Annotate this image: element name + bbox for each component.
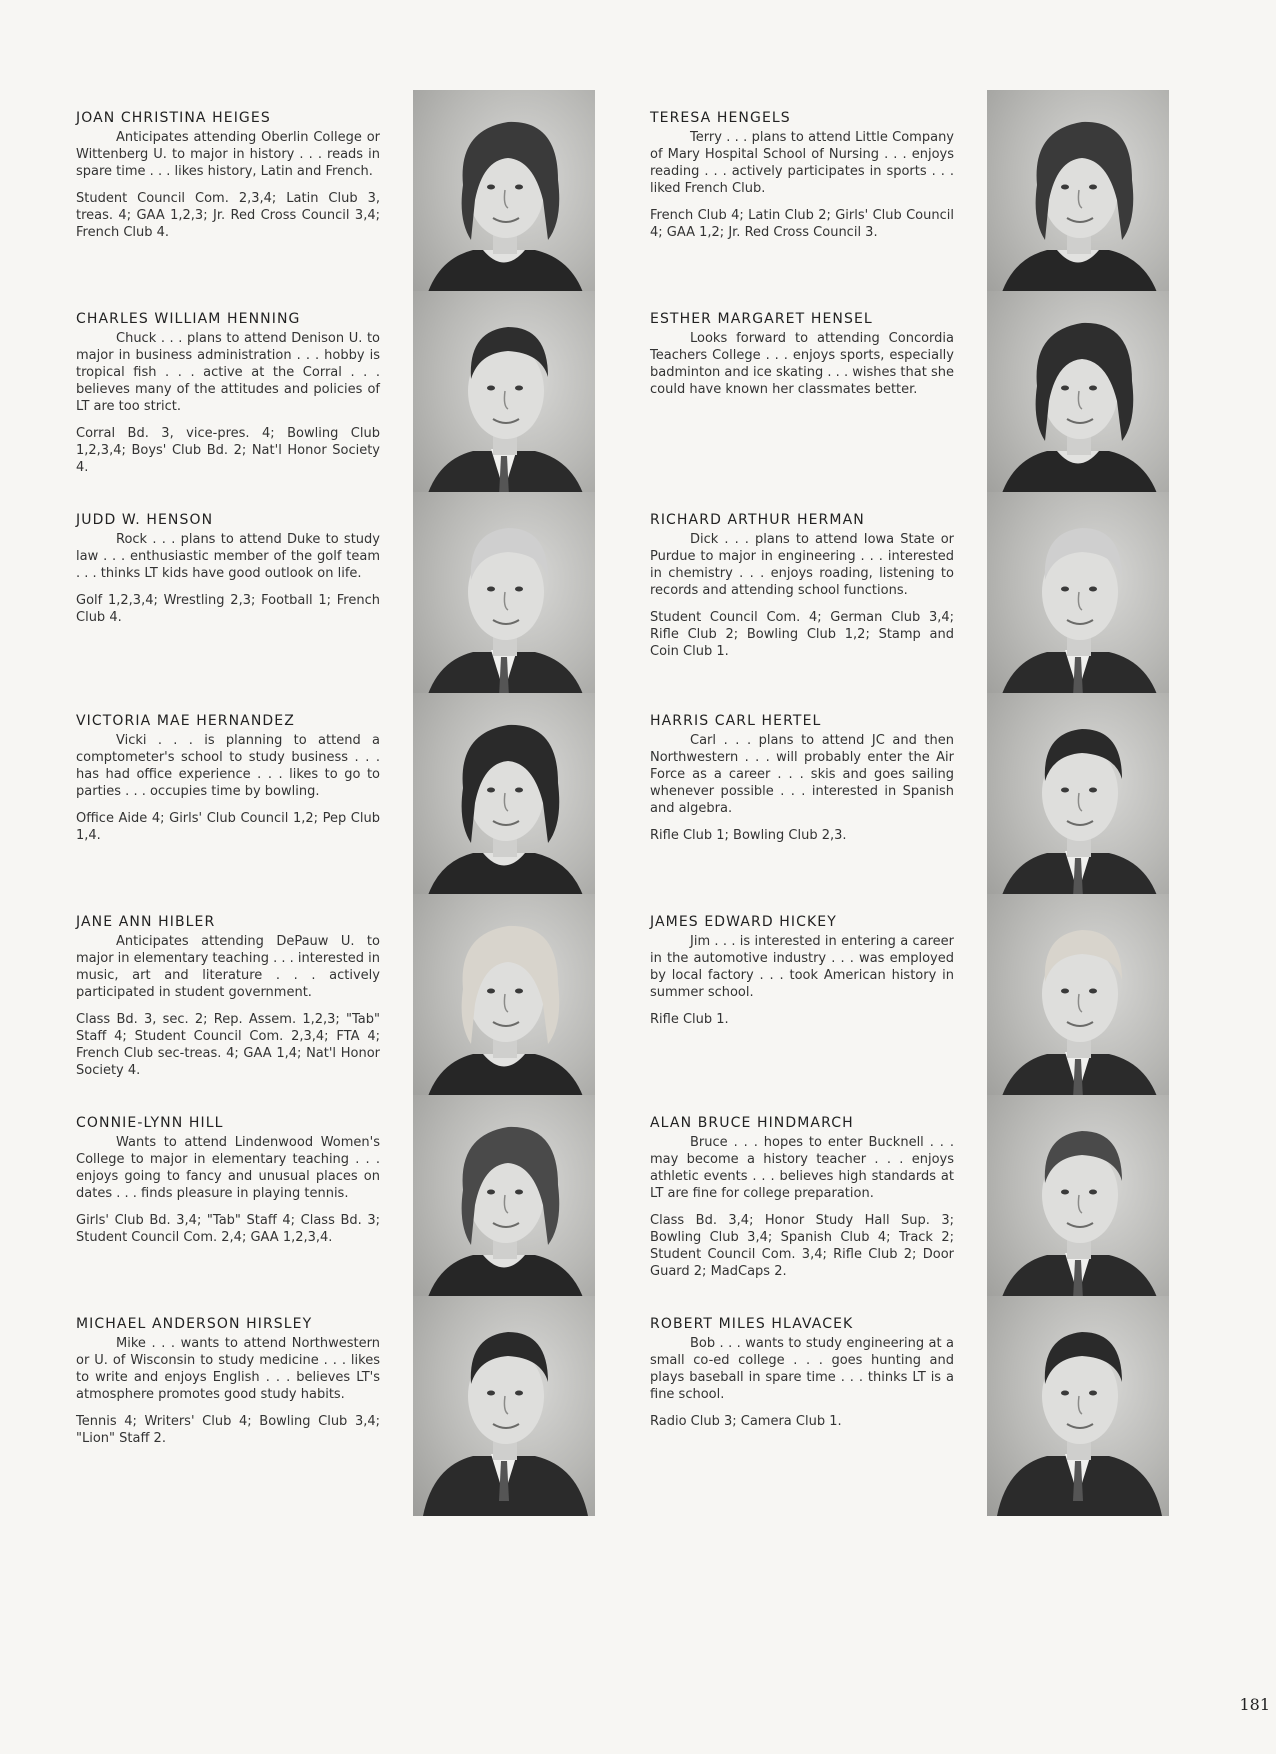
student-bio: Terry . . . plans to attend Little Company of Mary Hospital School of Nursing . . . enjoys reading . . . actively participates in sports . . . liked French Club. bbox=[650, 130, 954, 196]
student-entry bbox=[76, 1296, 606, 1518]
student-text-block bbox=[650, 512, 954, 660]
student-name: ESTHER MARGARET HENSEL bbox=[650, 311, 873, 327]
student-bio: Chuck . . . plans to attend Denison U. to major in business administration . . . hobby is tropical fish . . . active at the Corral . . . believes many of the attitudes and policies of LT are too strict. bbox=[76, 331, 380, 414]
student-portrait-photo bbox=[987, 894, 1169, 1114]
student-entry bbox=[650, 1296, 1180, 1518]
student-text-block bbox=[650, 914, 954, 1028]
student-text-block bbox=[76, 914, 380, 1079]
student-entry bbox=[76, 492, 606, 714]
student-bio: Carl . . . plans to attend JC and then Northwestern . . . will probably enter the Air Force as a career . . . skis and goes sailing whenever possible . . . interested in Spanish and algebra. bbox=[650, 733, 954, 816]
student-activities: Class Bd. 3,4; Honor Study Hall Sup. 3; Bowling Club 3,4; Spanish Club 4; Track 2; Student Council Com. 3,4; Rifle Club 2; Door Guard 2; MadCaps 2. bbox=[650, 1213, 954, 1279]
student-entry bbox=[650, 693, 1180, 915]
student-portrait-photo bbox=[413, 90, 595, 310]
student-activities: Radio Club 3; Camera Club 1. bbox=[650, 1414, 842, 1429]
student-portrait-photo bbox=[413, 894, 595, 1114]
student-name: CONNIE-LYNN HILL bbox=[76, 1115, 224, 1131]
student-portrait-photo bbox=[413, 693, 595, 913]
student-bio: Wants to attend Lindenwood Women's College to major in elementary teaching . . . enjoys going to fancy and unusual places on dates . . . finds pleasure in playing tennis. bbox=[76, 1135, 380, 1201]
student-portrait-photo bbox=[987, 90, 1169, 310]
student-text-block bbox=[650, 1115, 954, 1280]
student-activities: Rifle Club 1; Bowling Club 2,3. bbox=[650, 828, 847, 843]
student-activities: Tennis 4; Writers' Club 4; Bowling Club 3,4; "Lion" Staff 2. bbox=[76, 1414, 380, 1446]
student-activities: Rifle Club 1. bbox=[650, 1012, 729, 1027]
student-activities: French Club 4; Latin Club 2; Girls' Club Council 4; GAA 1,2; Jr. Red Cross Council 3. bbox=[650, 208, 954, 240]
student-portrait-photo bbox=[987, 291, 1169, 511]
student-entry bbox=[650, 492, 1180, 714]
student-entry bbox=[76, 90, 606, 312]
student-text-block bbox=[76, 110, 380, 241]
student-bio: Mike . . . wants to attend Northwestern or U. of Wisconsin to study medicine . . . likes to write and enjoys English . . . believes LT's atmosphere promotes good study habits. bbox=[76, 1336, 380, 1402]
student-name: JOAN CHRISTINA HEIGES bbox=[76, 110, 271, 126]
student-name: JAMES EDWARD HICKEY bbox=[650, 914, 837, 930]
student-entry bbox=[76, 1095, 606, 1317]
student-name: RICHARD ARTHUR HERMAN bbox=[650, 512, 865, 528]
student-name: JUDD W. HENSON bbox=[76, 512, 214, 528]
student-text-block bbox=[76, 512, 380, 626]
student-text-block bbox=[650, 311, 954, 408]
student-name: MICHAEL ANDERSON HIRSLEY bbox=[76, 1316, 313, 1332]
student-activities: Class Bd. 3, sec. 2; Rep. Assem. 1,2,3; "Tab" Staff 4; Student Council Com. 2,3,4; FTA 4; French Club sec-treas. 4; GAA 1,4; Nat'l Honor Society 4. bbox=[76, 1012, 380, 1078]
student-activities: Corral Bd. 3, vice-pres. 4; Bowling Club 1,2,3,4; Boys' Club Bd. 2; Nat'l Honor Society 4. bbox=[76, 426, 380, 475]
student-activities: Student Council Com. 4; German Club 3,4; Rifle Club 2; Bowling Club 1,2; Stamp and Coin Club 1. bbox=[650, 610, 954, 659]
student-entry bbox=[650, 90, 1180, 312]
student-portrait-photo bbox=[987, 1095, 1169, 1315]
student-activities: Girls' Club Bd. 3,4; "Tab" Staff 4; Class Bd. 3; Student Council Com. 2,4; GAA 1,2,3,4. bbox=[76, 1213, 380, 1245]
page-number: 181 bbox=[1239, 1695, 1270, 1714]
student-text-block bbox=[76, 1115, 380, 1246]
student-bio: Rock . . . plans to attend Duke to study law . . . enthusiastic member of the golf team . . . thinks LT kids have good outlook on life. bbox=[76, 532, 380, 581]
student-name: ROBERT MILES HLAVACEK bbox=[650, 1316, 854, 1332]
student-activities: Golf 1,2,3,4; Wrestling 2,3; Football 1; French Club 4. bbox=[76, 593, 380, 625]
student-name: TERESA HENGELS bbox=[650, 110, 791, 126]
student-text-block bbox=[650, 110, 954, 241]
student-portrait-photo bbox=[413, 492, 595, 712]
student-activities: Student Council Com. 2,3,4; Latin Club 3, treas. 4; GAA 1,2,3; Jr. Red Cross Council 3,4; French Club 4. bbox=[76, 191, 380, 240]
student-name: VICTORIA MAE HERNANDEZ bbox=[76, 713, 295, 729]
student-portrait-photo bbox=[413, 291, 595, 511]
student-portrait-photo bbox=[987, 492, 1169, 712]
student-text-block bbox=[76, 1316, 380, 1447]
student-entry bbox=[76, 693, 606, 915]
student-entry bbox=[650, 894, 1180, 1116]
student-bio: Bruce . . . hopes to enter Bucknell . . . may become a history teacher . . . enjoys athletic events . . . believes high standards at LT are fine for college preparation. bbox=[650, 1135, 954, 1201]
student-name: ALAN BRUCE HINDMARCH bbox=[650, 1115, 854, 1131]
student-bio: Jim . . . is interested in entering a career in the automotive industry . . . was employed by local factory . . . took American history in summer school. bbox=[650, 934, 954, 1000]
student-activities: Office Aide 4; Girls' Club Council 1,2; Pep Club 1,4. bbox=[76, 811, 380, 843]
student-bio: Dick . . . plans to attend Iowa State or Purdue to major in engineering . . . interested in chemistry . . . enjoys roading, listening to records and attending school functions. bbox=[650, 532, 954, 598]
student-portrait-photo bbox=[987, 1296, 1169, 1516]
student-bio: Bob . . . wants to study engineering at a small co-ed college . . . goes hunting and plays baseball in spare time . . . thinks LT is a fine school. bbox=[650, 1336, 954, 1402]
student-bio: Anticipates attending DePauw U. to major in elementary teaching . . . interested in music, art and literature . . . actively participated in student government. bbox=[76, 934, 380, 1000]
student-text-block bbox=[650, 713, 954, 844]
student-text-block bbox=[76, 713, 380, 844]
student-entry bbox=[650, 291, 1180, 513]
student-bio: Anticipates attending Oberlin College or Wittenberg U. to major in history . . . reads in spare time . . . likes history, Latin and French. bbox=[76, 130, 380, 179]
student-name: CHARLES WILLIAM HENNING bbox=[76, 311, 301, 327]
student-portrait-photo bbox=[413, 1095, 595, 1315]
student-bio: Vicki . . . is planning to attend a comptometer's school to study business . . . has had office experience . . . likes to go to parties . . . occupies time by bowling. bbox=[76, 733, 380, 799]
student-portrait-photo bbox=[987, 693, 1169, 913]
student-entry bbox=[76, 894, 606, 1116]
student-bio: Looks forward to attending Concordia Teachers College . . . enjoys sports, especially badminton and ice skating . . . wishes that she could have known her classmates better. bbox=[650, 331, 954, 397]
student-name: HARRIS CARL HERTEL bbox=[650, 713, 822, 729]
student-portrait-photo bbox=[413, 1296, 595, 1516]
student-name: JANE ANN HIBLER bbox=[76, 914, 216, 930]
student-text-block bbox=[650, 1316, 954, 1430]
student-text-block bbox=[76, 311, 380, 476]
student-entry bbox=[76, 291, 606, 513]
student-entry bbox=[650, 1095, 1180, 1317]
